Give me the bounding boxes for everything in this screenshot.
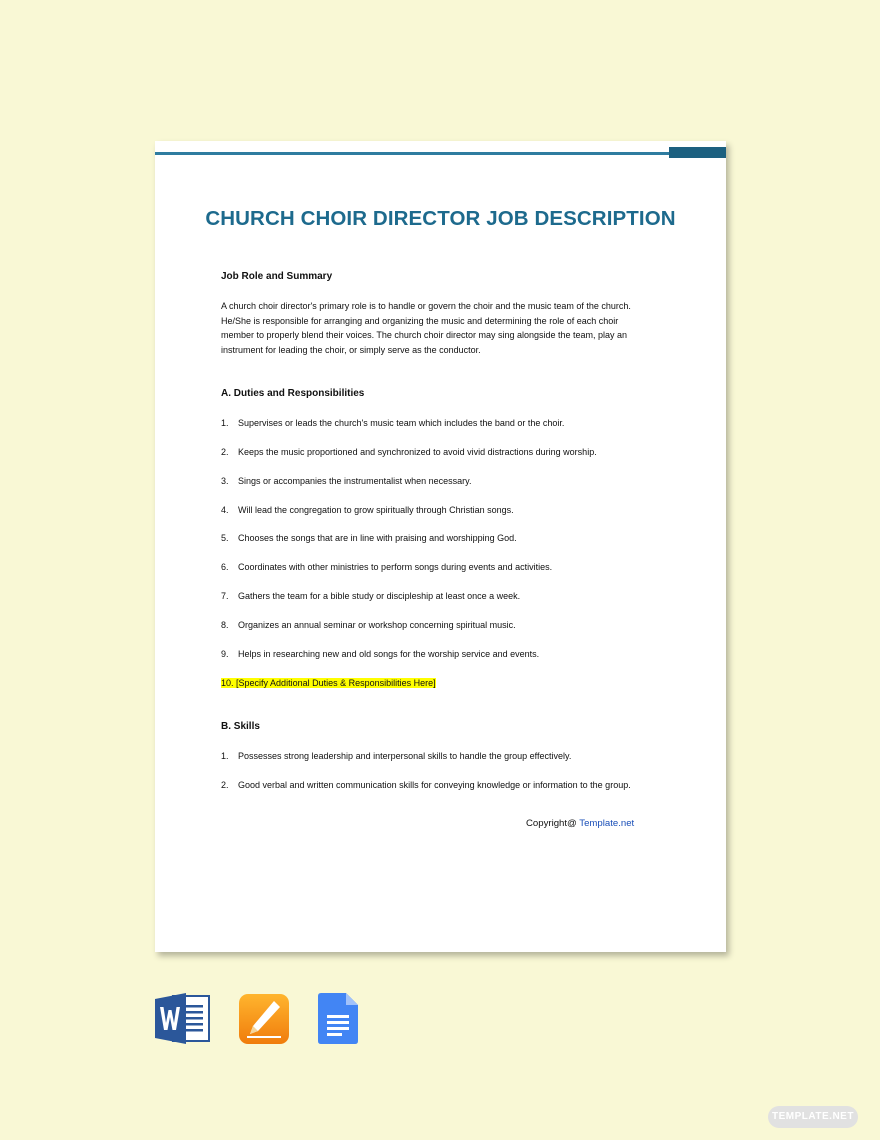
- summary-line: member to properly blend their voices. The church choir director may sing alongside the team, play an: [221, 330, 628, 341]
- duty-item: [221, 649, 539, 659]
- google-docs-icon[interactable]: [318, 993, 358, 1044]
- duty-number: 7.: [221, 591, 229, 601]
- duty-item: [221, 533, 517, 543]
- duty-number: 9.: [221, 649, 229, 659]
- duty-text: Supervises or leads the church's music team which includes the band or the choir.: [238, 418, 565, 428]
- document-page: [155, 141, 726, 952]
- header-rule: [155, 152, 669, 155]
- summary-line: instrument for leading the choir, or simply serve as the conductor.: [221, 344, 481, 355]
- copyright-link[interactable]: Template.net: [579, 818, 635, 829]
- summary-line: A church choir director's primary role is to handle or govern the choir and the music team of the church.: [221, 301, 631, 311]
- duty-number: 6.: [221, 562, 229, 572]
- duty-item: [221, 447, 597, 457]
- duty-number: 3.: [221, 476, 229, 486]
- duty-text: Sings or accompanies the instrumentalist when necessary.: [238, 476, 472, 486]
- duty-number: 4.: [221, 505, 229, 515]
- duty-number: 5.: [221, 533, 229, 543]
- summary-heading: Job Role and Summary: [221, 271, 333, 282]
- skill-number: 2.: [221, 780, 229, 790]
- duty-number: 1.: [221, 418, 229, 428]
- skills-heading: B. Skills: [221, 721, 260, 732]
- duty-text: Gathers the team for a bible study or discipleship at least once a week.: [238, 591, 521, 601]
- duty-number: 10.: [221, 678, 234, 688]
- duty-number: 2.: [221, 447, 229, 457]
- duty-item-placeholder: [221, 678, 436, 688]
- skill-text: Possesses strong leadership and interpersonal skills to handle the group effectively.: [238, 751, 572, 761]
- duty-item: [221, 591, 520, 601]
- summary-line: He/She is responsible for arranging and organizing the music and determining the role of each choir: [221, 315, 619, 326]
- template-net-watermark: TEMPLATE.NET: [768, 1106, 858, 1128]
- copyright-label: Copyright@: [526, 818, 580, 829]
- duty-text: Helps in researching new and old songs for the worship service and events.: [238, 649, 540, 659]
- duty-text: Will lead the congregation to grow spiritually through Christian songs.: [238, 505, 514, 515]
- skill-item: [221, 780, 631, 790]
- skill-text: Good verbal and written communication skills for conveying knowledge or information to the group.: [238, 780, 631, 790]
- duty-text: Keeps the music proportioned and synchronized to avoid vivid distractions during worship.: [238, 447, 597, 457]
- header-accent-block: [669, 147, 726, 158]
- skill-number: 1.: [221, 751, 229, 761]
- duties-heading: A. Duties and Responsibilities: [221, 388, 365, 399]
- document-title: CHURCH CHOIR DIRECTOR JOB DESCRIPTION: [205, 207, 676, 230]
- skill-item: [221, 751, 571, 761]
- duty-item: [221, 418, 564, 428]
- duty-item: [221, 476, 471, 486]
- duty-item: [221, 505, 514, 515]
- duty-text: Organizes an annual seminar or workshop concerning spiritual music.: [238, 620, 516, 630]
- word-icon[interactable]: [155, 993, 211, 1044]
- duty-item: [221, 562, 552, 572]
- duty-number: 8.: [221, 620, 229, 630]
- duty-text: Chooses the songs that are in line with praising and worshipping God.: [238, 533, 517, 543]
- highlighted-placeholder: [221, 678, 436, 688]
- duty-item: [221, 620, 516, 630]
- duty-text: Coordinates with other ministries to perform songs during events and activities.: [238, 562, 553, 572]
- copyright-line: [526, 818, 634, 829]
- pages-icon[interactable]: [238, 993, 290, 1045]
- duty-text: [Specify Additional Duties & Responsibilities Here]: [236, 678, 436, 688]
- summary-paragraph: [221, 299, 671, 357]
